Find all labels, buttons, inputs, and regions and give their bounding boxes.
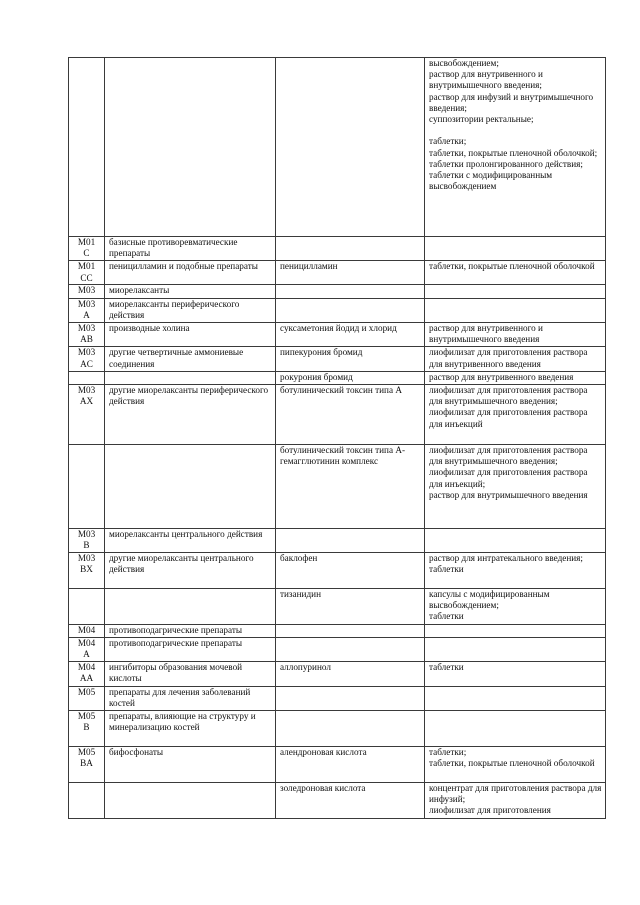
drug-name-cell: ботулинический токсин типа A [276,385,425,445]
table-row [69,445,606,529]
pharm-group-cell: противоподагрические препараты [105,638,276,662]
pharm-group-cell [105,371,276,384]
dosage-forms-cell: таблетки [425,662,606,686]
pharm-group-cell: препараты для лечения заболеваний костей [105,686,276,710]
pharm-group-cell [105,58,276,237]
pharm-group-cell: миорелаксанты центрального действия [105,529,276,553]
drug-name-cell [276,529,425,553]
drug-name-cell [276,285,425,298]
drug-name-cell: золедроновая кислота [276,783,425,819]
table-row [69,385,606,445]
pharm-group-cell: миорелаксанты [105,285,276,298]
dosage-forms-cell: раствор для внутривенного и внутримышечного введения [425,323,606,347]
table-row [69,711,606,747]
code-cell: M03 AX [69,385,105,445]
code-cell: M01 CC [69,261,105,285]
drug-name-cell: рокурония бромид [276,371,425,384]
drug-name-cell: алендроновая кислота [276,747,425,783]
table-row [69,261,606,285]
dosage-forms-cell: лиофилизат для приготовления раствора для внутривенного введения [425,347,606,371]
code-cell [69,445,105,529]
dosage-forms-cell: капсулы с модифицированным высвобождением; таблетки [425,589,606,625]
table-row [69,371,606,384]
drug-name-cell: ботулинический токсин типа A-гемагглютинин комплекс [276,445,425,529]
drug-name-cell: пеницилламин [276,261,425,285]
code-cell [69,589,105,625]
code-cell: M05 BA [69,747,105,783]
table-row [69,662,606,686]
code-cell: M03 AC [69,347,105,371]
table-row [69,323,606,347]
pharm-group-cell: миорелаксанты периферического действия [105,298,276,322]
table-row [69,553,606,589]
drug-name-cell: суксаметония йодид и хлорид [276,323,425,347]
table-row [69,783,606,819]
pharm-group-cell: противоподагрические препараты [105,625,276,638]
drug-name-cell [276,711,425,747]
dosage-forms-cell: концентрат для приготовления раствора для инфузий; лиофилизат для приготовления [425,783,606,819]
drug-name-cell [276,625,425,638]
table-row [69,58,606,237]
dosage-forms-cell: лиофилизат для приготовления раствора для внутримышечного введения; лиофилизат для приготовления раствора для инъекций; раствор для внутримышечного введения [425,445,606,529]
drug-name-cell [276,686,425,710]
drug-name-cell [276,638,425,662]
dosage-forms-cell [425,285,606,298]
pharm-group-cell [105,783,276,819]
pharm-group-cell: другие четвертичные аммониевые соединения [105,347,276,371]
pharm-group-cell [105,589,276,625]
table-row [69,285,606,298]
table-row [69,747,606,783]
document-page [68,57,605,819]
drug-list-table [68,57,606,819]
drug-name-cell: пипекурония бромид [276,347,425,371]
code-cell: M03 [69,285,105,298]
dosage-forms-cell [425,237,606,261]
table-row [69,237,606,261]
pharm-group-cell: другие миорелаксанты центрального действия [105,553,276,589]
code-cell: M03 A [69,298,105,322]
dosage-forms-cell [425,298,606,322]
drug-name-cell [276,58,425,237]
code-cell: M04 A [69,638,105,662]
code-cell [69,371,105,384]
code-cell: M03 B [69,529,105,553]
pharm-group-cell: другие миорелаксанты периферического действия [105,385,276,445]
dosage-forms-cell: таблетки; таблетки, покрытые пленочной оболочкой [425,747,606,783]
code-cell [69,783,105,819]
drug-name-cell: баклофен [276,553,425,589]
dosage-forms-cell [425,529,606,553]
pharm-group-cell: производные холина [105,323,276,347]
drug-name-cell: тизанидин [276,589,425,625]
code-cell: M03 AB [69,323,105,347]
table-row [69,625,606,638]
dosage-forms-cell: лиофилизат для приготовления раствора для внутримышечного введения; лиофилизат для приготовления раствора для инъекций [425,385,606,445]
dosage-forms-cell [425,625,606,638]
pharm-group-cell: базисные противоревматические препараты [105,237,276,261]
table-row [69,638,606,662]
code-cell: M04 AA [69,662,105,686]
table-row [69,529,606,553]
dosage-forms-cell [425,686,606,710]
drug-name-cell [276,237,425,261]
pharm-group-cell: пеницилламин и подобные препараты [105,261,276,285]
code-cell: M04 [69,625,105,638]
drug-name-cell: аллопуринол [276,662,425,686]
table-row [69,347,606,371]
table-row [69,589,606,625]
table-row [69,298,606,322]
code-cell: M05 [69,686,105,710]
dosage-forms-cell: таблетки, покрытые пленочной оболочкой [425,261,606,285]
dosage-forms-cell: раствор для интратекального введения; таблетки [425,553,606,589]
drug-name-cell [276,298,425,322]
pharm-group-cell [105,445,276,529]
code-cell: M05 B [69,711,105,747]
pharm-group-cell: ингибиторы образования мочевой кислоты [105,662,276,686]
pharm-group-cell: бифосфонаты [105,747,276,783]
code-cell [69,58,105,237]
pharm-group-cell: препараты, влияющие на структуру и минерализацию костей [105,711,276,747]
code-cell: M01 C [69,237,105,261]
dosage-forms-cell [425,711,606,747]
dosage-forms-cell [425,638,606,662]
table-row [69,686,606,710]
code-cell: M03 BX [69,553,105,589]
dosage-forms-cell: высвобождением; раствор для внутривенного и внутримышечного введения; раствор для инфузий и внутримышечного введения; суппозитории ректальные; таблетки; таблетки, покрытые пленочной оболочкой; таблетки пролонгированного действия; таблетки с модифицированным высвобождением [425,58,606,237]
dosage-forms-cell: раствор для внутривенного введения [425,371,606,384]
table-body [69,58,606,819]
